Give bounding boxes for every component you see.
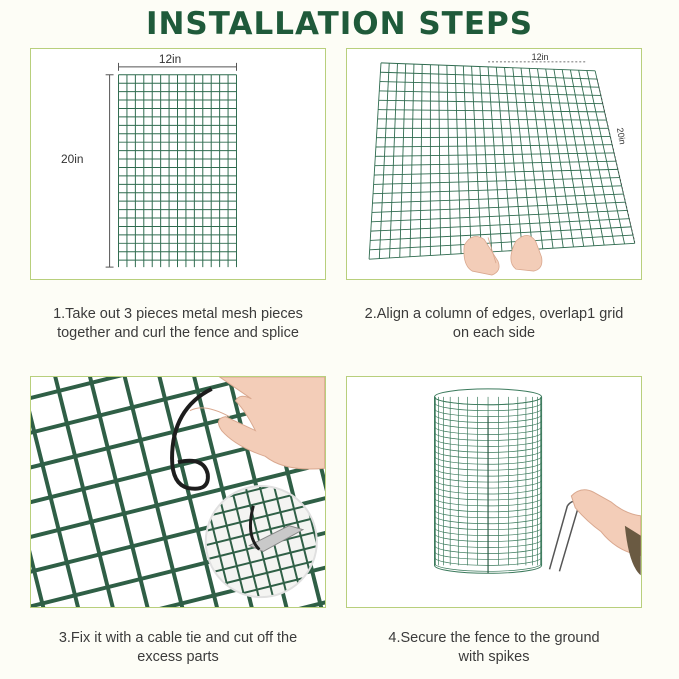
ground-spike <box>559 501 579 571</box>
step-4-caption <box>336 629 652 667</box>
step-3-caption <box>20 629 336 667</box>
caption-line: 4.Secure the fence to the ground <box>388 630 600 646</box>
width-label: 12in <box>531 51 549 62</box>
step-3-image <box>30 376 326 608</box>
cylinder-fence-illustration <box>347 377 641 607</box>
overlapping-mesh-illustration <box>347 49 641 279</box>
caption-line: excess parts <box>137 649 219 665</box>
hand-illustration <box>571 490 640 576</box>
page-title: INSTALLATION STEPS <box>145 6 534 42</box>
step-2-caption <box>336 305 652 343</box>
flat-mesh-panel-illustration <box>31 49 325 279</box>
step-1-image <box>30 48 326 280</box>
caption-line: 1.Take out 3 pieces metal mesh pieces <box>53 306 303 322</box>
cable-tie <box>172 389 212 489</box>
width-label: 12in <box>158 51 182 66</box>
hands-illustration <box>464 235 542 275</box>
step-2-image <box>346 48 642 280</box>
step-1-caption <box>20 305 336 343</box>
height-label: 20in <box>614 126 628 146</box>
height-label: 20in <box>61 152 84 167</box>
caption-line: with spikes <box>458 649 530 665</box>
cable-tie-illustration <box>31 377 325 607</box>
step-4-image <box>346 376 642 608</box>
caption-line: 2.Align a column of edges, overlap1 grid <box>364 306 624 322</box>
caption-line: together and curl the fence and splice <box>57 325 299 341</box>
caption-line: 3.Fix it with a cable tie and cut off the <box>58 630 298 646</box>
caption-line: on each side <box>452 325 536 341</box>
